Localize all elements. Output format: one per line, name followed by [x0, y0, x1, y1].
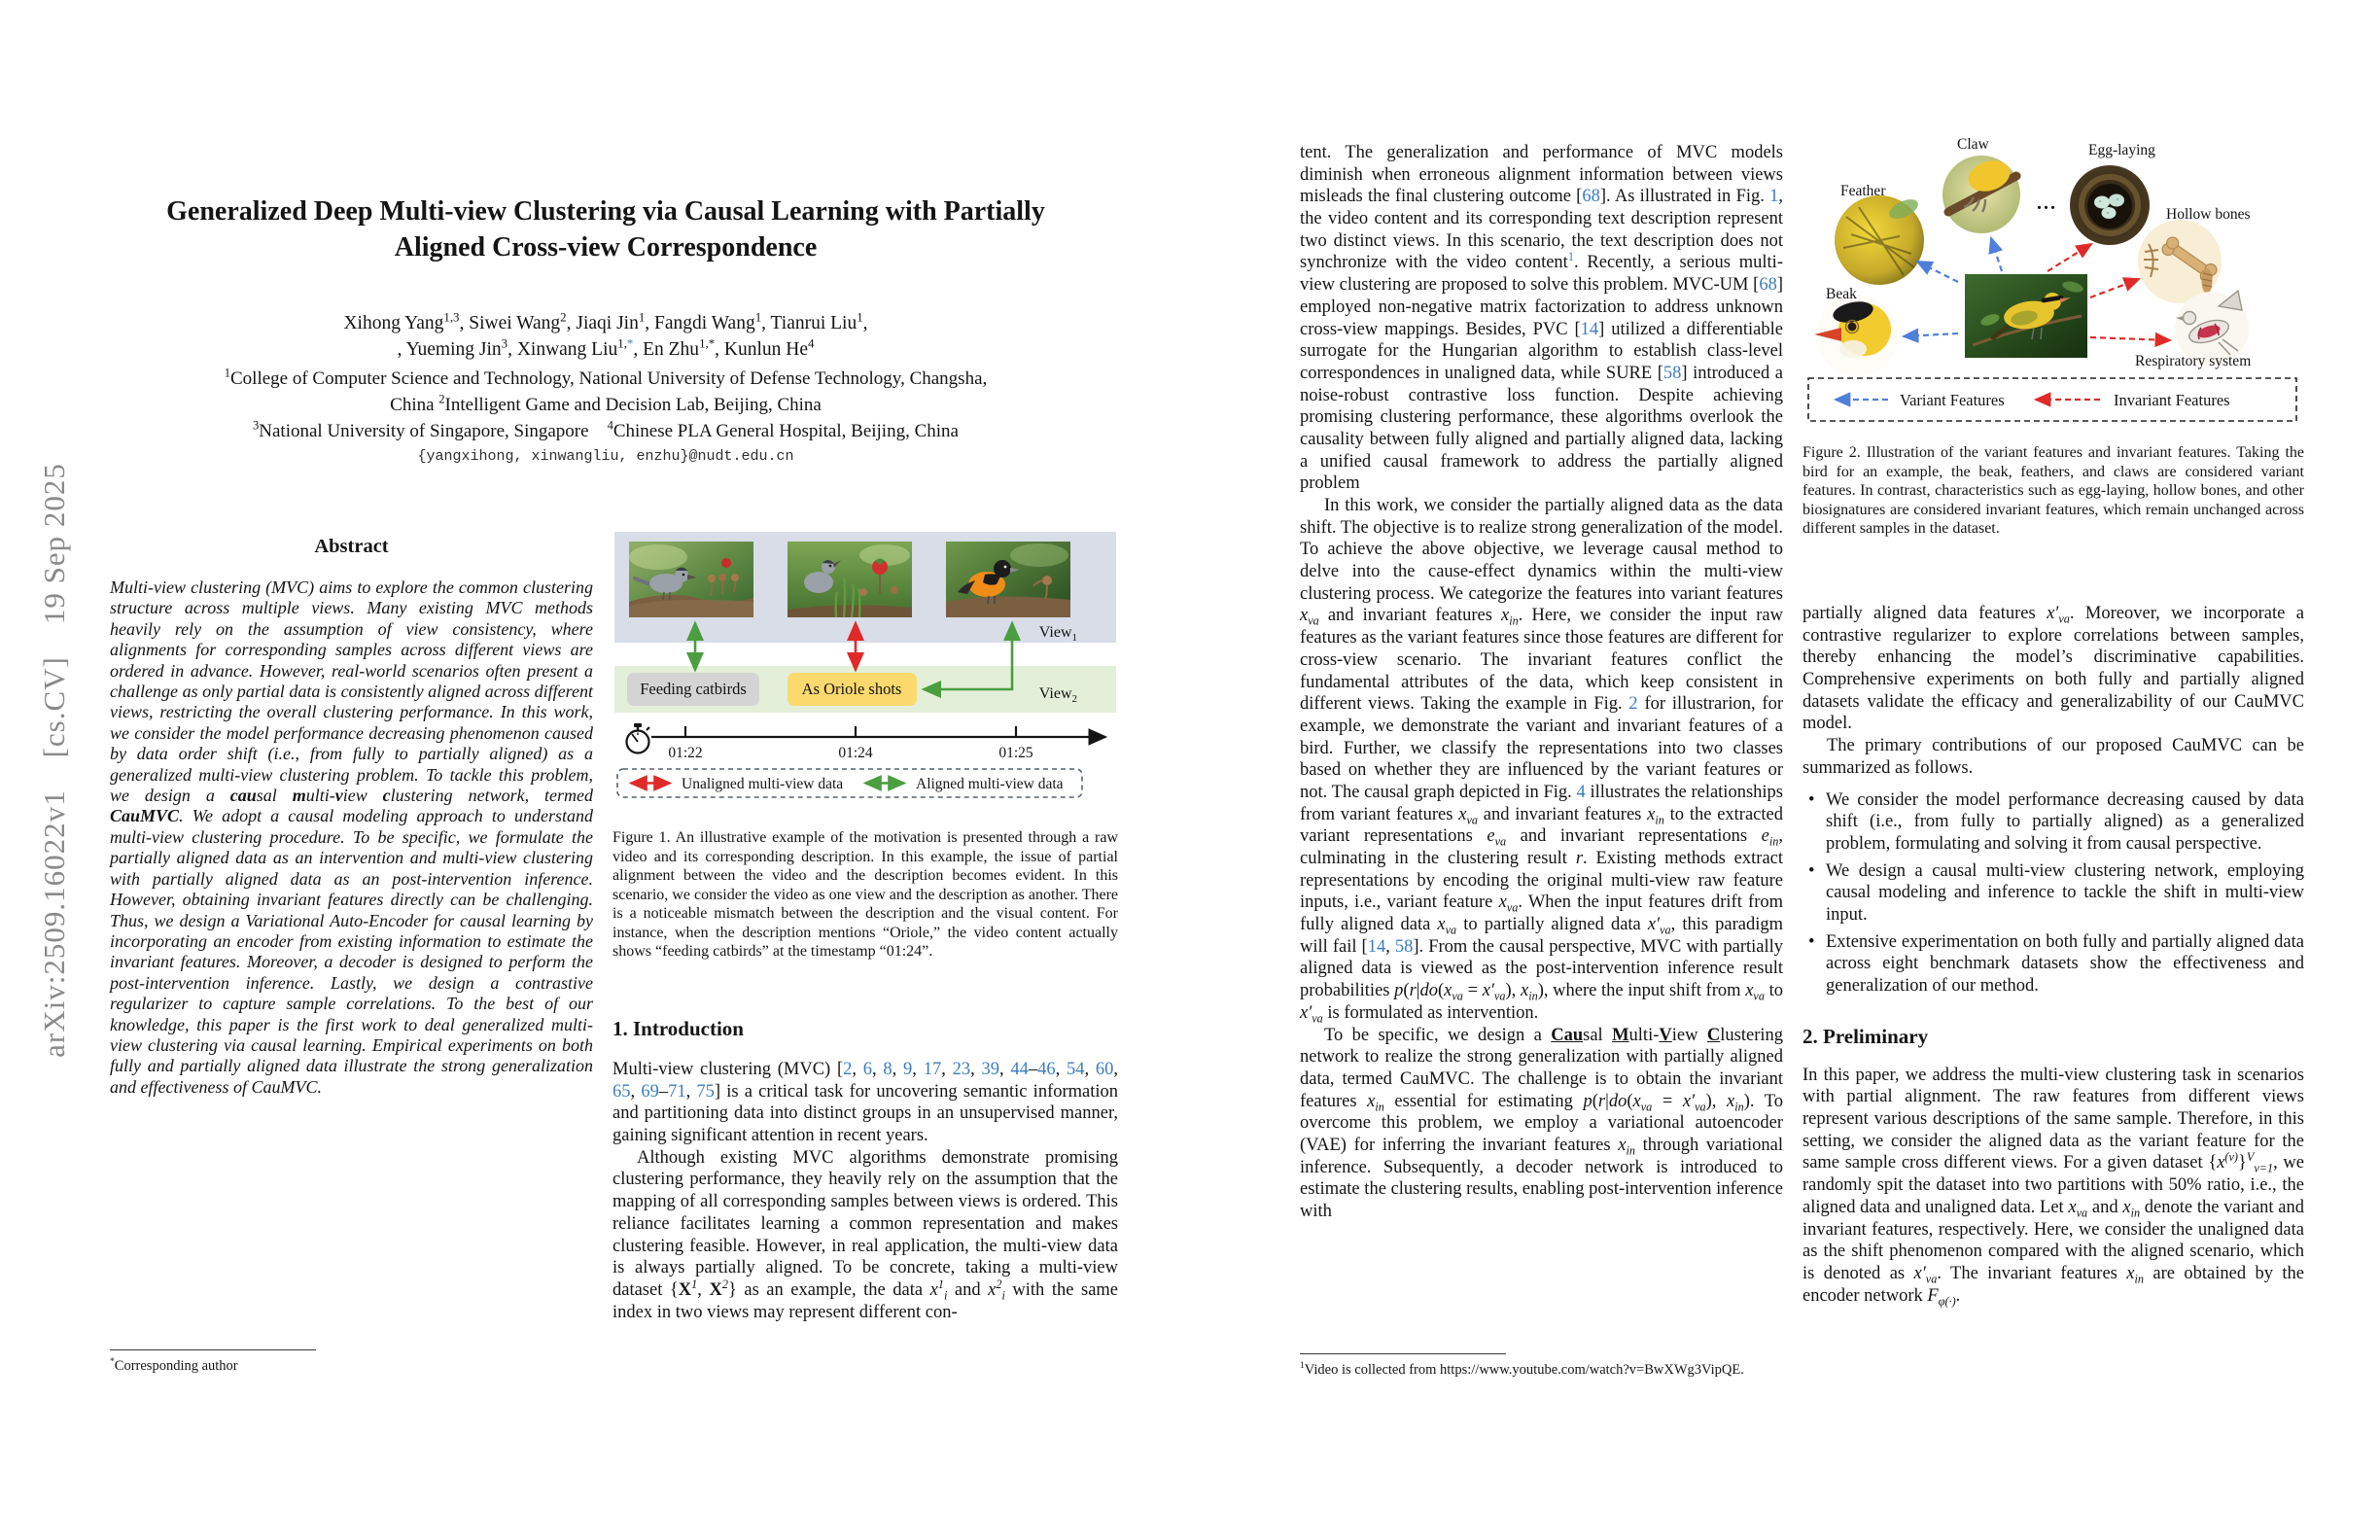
introduction-column [612, 1017, 1118, 1323]
fig2-label-beak: Beak [1826, 286, 1857, 302]
paragraph: In this paper, we address the multi-view clustering task in scenarios with partial alignment. The raw features from different views represent various descriptions of the same sample. Therefore, in this setting, we consider the aligned data as the variant feature for the same sample cross different views. For a given dataset $\{x^{(v)}\}^V_{v=1}$, we randomly spit the dataset into two partitions with 50% ratio, i.e., the aligned data and unaligned data. Let $x_{va}$ and $x_{in}$ denote the variant and invariant features, respectively. Here, we consider the unaligned data as the shift phenomenon compared with the aligned scenario, which is denoted as $x'_{va}$. The invariant features $x_{in}$ are obtained by the encoder network $F_{\varphi(\cdot)}$. [1802, 1065, 2305, 1309]
central-bird-image [1965, 274, 2087, 358]
paragraph: To be specific, we design a Causal Multi-View Clustering network to realize the strong generalization with partially aligned data, termed CauMVC. The challenge is to obtain the invariant features $x_{in}$ essential for estimating $p(r|do(x_{va} = x'_{va})$, $x_{in}$). To overcome this problem, we employ a variational autoencoder (VAE) for inferring the invariant features $x_{in}$ through variational inference. Subsequently, a decoder network is introduced to estimate the clustering results, enabling post-intervention inference with [1300, 1025, 1784, 1221]
invariant-arrow-hollow-bones [2090, 279, 2139, 298]
view1-label: View$_1$ [1038, 624, 1077, 644]
citation-link[interactable]: 1 [1567, 250, 1574, 264]
affiliation-line-1: $^1$College of Computer Science and Technology, National University of Defense Technology, Changsha, [224, 366, 988, 389]
egg-laying-image [2070, 165, 2150, 245]
paragraph: The primary contributions of our proposed CauMVC can be summarized as follows. [1802, 736, 2304, 778]
corresponding-author-footnote [110, 1349, 593, 1375]
abstract-heading: Abstract [314, 536, 389, 557]
affiliation-line-2: China $^2$Intelligent Game and Decision Lab, Beijing, China [390, 392, 822, 415]
paragraph: Although existing MVC algorithms demonstrate promising clustering performance, they heavily rely on the assumption that the mapping of all corresponding samples between views is ordered. This reliance facilitates learning a common representation and makes clustering feasible. However, in real application, the multi-view data is always partially aligned. To be concrete, taking a multi-view dataset {$X^1$, $X^2$} as an example, the data $x^1_i$ and $x^2_i$ with the same index in two views may represent different con- [612, 1147, 1119, 1322]
page2-left-column [1300, 142, 1783, 1223]
figure-1-caption: Figure 1. An illustrative example of the motivation is presented through a raw video and its corresponding description. In this example, the issue of partial alignment between the video and the description becomes evident. In this scenario, we consider the video as one view and the description as another. There is a noticeable mismatch between the description and the visual content. For instance, when the description mentions “Oriole,” the video content actually shows “feeding catbirds” at the timestamp “01:24”. [612, 829, 1118, 961]
video-frame-3 [946, 542, 1070, 617]
list-item: • We consider the model performance decreasing caused by data shift (i.e., from fully to partially aligned) as a generalized problem, formulating and solving it from causal perspective. [1826, 789, 2304, 856]
invariant-arrow-respiratory [2090, 337, 2170, 340]
paragraph: In this work, we consider the partially aligned data as the data shift. The objective is to realize strong generalization of the model. To achieve the above objective, we leverage causal method to delve into the cause-effect dynamics within the multi-view clustering process. We categorize the features into variant features $x_{va}$ and invariant features $x_{in}$. Here, we consider the input raw features as the variant features since those features are different for cross-view scenario. The invariant features conflict the fundamental attributes of the data, which keep consistent in different views. Taking the example in Fig. 2 for illustrarion, for example, we demonstrate the variant and invariant features of a bird. Further, we classify the representations into two classes based on whether they are influenced by the variant features or not. The causal graph depicted in Fig. 4 illustrates the relationships from variant features $x_{va}$ and invariant features $x_{in}$ to the extracted variant representations $e_{va}$ and invariant representations $e_{in}$, culminating in the clustering result r. Existing methods extract representations by encoding the original multi-view raw feature inputs, i.e., variant feature $x_{va}$. When the input features drift from fully aligned data $x_{va}$ to partially aligned data $x'_{va}$, this paradigm will fail [14, 58]. From the causal perspective, MVC with partially aligned data is viewed as the post-intervention inference result probabilities $p(r|do(x_{va} = x'_{va})$, $x_{in}$), where the input shift from $x_{va}$ to $x'_{va}$ is formulated as intervention. [1300, 496, 1784, 1026]
section-heading-introduction: 1. Introduction [612, 1017, 744, 1040]
claw-image [1942, 156, 2020, 233]
citation-link[interactable]: 9 [903, 1060, 913, 1079]
citation-link[interactable]: 2 [843, 1060, 853, 1079]
aligned-legend-label: Aligned multi-view data [916, 776, 1064, 792]
citation-link[interactable]: 58 [1394, 936, 1414, 957]
stopwatch-icon [627, 723, 650, 753]
invariant-arrow-egg [2048, 244, 2091, 271]
paper-title [88, 194, 1124, 266]
affiliation-line-3: $^3$National University of Singapore, Singapore $^4$Chinese PLA General Hospital, Beijing, China [253, 418, 959, 441]
variant-arrow-beak [1904, 333, 1958, 336]
section-heading-preliminary: 2. Preliminary [1802, 1024, 1929, 1048]
view2-label: View$_2$ [1038, 685, 1077, 705]
citation-link[interactable]: 23 [952, 1060, 971, 1079]
citation-link[interactable]: 6 [862, 1060, 873, 1079]
hollow-bones-image [2138, 220, 2222, 303]
fig2-label-respiratory-system: Respiratory system [2135, 353, 2252, 369]
arxiv-stamp: arXiv:2509.16022v1 [cs.CV] 19 Sep 2025 [37, 463, 71, 1058]
timestamp-2: 01:24 [838, 745, 873, 761]
unaligned-legend-label: Unaligned multi-view data [682, 776, 844, 792]
video-frame-2 [788, 542, 912, 617]
variant-arrow-feather [1917, 262, 1958, 282]
title-line-1: Generalized Deep Multi-view Clustering via Causal Learning with Partially [166, 196, 1045, 227]
abstract-body: Multi-view clustering (MVC) aims to explore the common clustering structure across multiple views. Many existing MVC methods heavily rely on the assumption of view consistency, where alignments for corresponding samples across different views are ordered in advance. However, real-world scenarios often present a challenge as only partial data is consistently aligned across different views, restricting the overall clustering performance. In this work, we consider the model performance decreasing phenomenon caused by data order shift (i.e., from fully to partially aligned) as a generalized multi-view clustering problem. To tackle this problem, we design a causal multi-view clustering network, termed CauMVC. We adopt a causal modeling approach to understand multi-view clustering procedure. To be specific, we formulate the partially aligned data as an intervention and multi-view clustering with partially aligned data as an post-intervention inference. However, obtaining invariant features directly can be challenging. Thus, we design a Variational Auto-Encoder for causal learning by incorporating an encoder from existing information to estimate the invariant features. Moreover, a decoder is designed to perform the post-intervention inference. Lastly, we design a contrastive regularizer to capture sample correlations. To the best of our knowledge, this paper is the first work to deal generalized multi-view clustering via causal learning. Empirical experiments on both fully and partially aligned data illustrate the strong generalization and effectiveness of CauMVC. [110, 578, 594, 1097]
paragraph: Multi-view clustering (MVC) [2, 6, 8, 9, 17, 23, 39, 44–46, 54, 60, 65, 69–71, 75] is a critical task for uncovering semantic information and partitioning data into distinct groups in an unsupervised manner, gaining significant attention in recent years. [612, 1060, 1119, 1146]
timestamp-3: 01:25 [998, 745, 1033, 761]
citation-link[interactable]: 71 [668, 1081, 686, 1102]
citation-link[interactable]: 44 [1010, 1060, 1029, 1079]
list-item: • We design a causal multi-view clustering network, employing causal modeling and inference to tackle the shift in multi-view input. [1826, 860, 2304, 927]
variant-legend-label: Variant Features [1900, 391, 2005, 409]
fig2-label-egg-laying: Egg-laying [2088, 142, 2155, 158]
citation-link[interactable]: 14 [1367, 936, 1386, 957]
citation-link[interactable]: 60 [1095, 1060, 1114, 1079]
invariant-legend-label: Invariant Features [2114, 391, 2230, 409]
citation-link[interactable]: 68 [1582, 187, 1600, 207]
citation-link[interactable]: 8 [883, 1060, 892, 1079]
footnote-text: *Corresponding author [110, 1356, 238, 1374]
page2-right-column [1802, 603, 2304, 1307]
list-item: • Extensive experimentation on both fully and partially aligned data across eight benchmark datasets show the effectiveness and generalization of our method. [1826, 931, 2304, 998]
variant-arrow-claw [1991, 238, 2002, 271]
timestamp-1: 01:22 [668, 745, 703, 761]
citation-link[interactable]: 68 [1759, 275, 1777, 296]
footnote-rule [110, 1349, 316, 1350]
citation-link[interactable]: 39 [981, 1060, 999, 1079]
citation-link[interactable]: * [626, 336, 634, 351]
fig2-label-claw: Claw [1957, 136, 1989, 153]
title-line-2: Aligned Cross-view Correspondence [394, 231, 818, 262]
footnote-text: $^1$Video is collected from https://www.youtube.com/watch?v=BwXWg3VipQE. [1300, 1360, 1744, 1378]
citation-link[interactable]: 65 [612, 1081, 631, 1102]
citation-link[interactable]: 75 [696, 1081, 715, 1102]
figure-2-caption: Figure 2. Illustration of the variant features and invariant features. Taking the bird for an example, the beak, feathers, and claws are considered variant features. In contrast, characteristics such as egg-laying, hollow bones, and other biosignatures are considered invariant features, which remain unchanged across different samples in the dataset. [1802, 444, 2304, 538]
beak-image [1814, 295, 1898, 376]
paragraph: partially aligned data features $x'_{va}$. Moreover, we incorporate a contrastive regularizer to explore correlations between samples, thereby enhancing the model’s discriminative capabilities. Comprehensive experiments on both fully and partially aligned datasets validate the efficacy and generalizability of our CauMVC model. [1802, 604, 2304, 734]
citation-link[interactable]: 2 [1628, 694, 1638, 715]
footnote-rule [1300, 1353, 1506, 1354]
video-frame-1 [629, 542, 753, 617]
fig2-label-feather: Feather [1840, 183, 1886, 199]
feather-image [1835, 195, 1924, 285]
paragraph: tent. The generalization and performance of MVC models diminish when erroneous alignment information between views misleads the final clustering outcome [68]. As illustrated in Fig. 1, the video content and its corresponding text description represent two distinct views. In this scenario, the text description does not synchronize with the video content$^1$. Recently, a serious multi-view clustering are proposed to solve this problem. MVC-UM [68] employed non-negative matrix factorization to address unknown cross-view mappings. Besides, PVC [14] utilized a differentiable surrogate for the Hungarian algorithm to establish class-level correspondences in unaligned data, while SURE [58] introduced a noise-robust contrastive loss function. Despite achieving promising clustering performance, these algorithms overlook the causality between fully aligned and partially aligned data, lacking a unified causal framework to address the partially aligned problem [1300, 143, 1784, 494]
citation-link[interactable]: 69 [641, 1081, 659, 1102]
citation-link[interactable]: 54 [1067, 1060, 1085, 1079]
fig2-label-hollow-bones: Hollow bones [2166, 206, 2251, 223]
author-line-2: , Yueming Jin$^3$, Xinwang Liu$^{1,*}$, En Zhu$^{1,*}$, Kunlun He$^4$ [397, 336, 815, 360]
abstract-column [110, 536, 593, 1098]
video-source-footnote [1300, 1353, 1796, 1379]
citation-link[interactable]: 14 [1580, 319, 1599, 339]
author-line-1: Xihong Yang$^{1,3}$, Siwei Wang$^2$, Jiaqi Jin$^1$, Fangdi Wang$^1$, Tianrui Liu$^1$, [343, 310, 868, 333]
feeding-catbirds-label: Feeding catbirds [640, 680, 747, 698]
contact-email: {yangxihong, xinwangliu, enzhu}@nudt.edu.cn [417, 448, 794, 465]
citation-link[interactable]: 1 [1769, 187, 1779, 207]
ellipsis-dots: ... [2037, 192, 2057, 214]
citation-link[interactable]: 4 [1576, 782, 1586, 802]
contribution-list [1802, 789, 2304, 998]
citation-link[interactable]: 17 [923, 1060, 942, 1079]
citation-link[interactable]: 58 [1662, 363, 1682, 383]
citation-link[interactable]: 46 [1037, 1060, 1056, 1079]
figure-2-image [1802, 120, 2304, 433]
oriole-shots-label: As Oriole shots [801, 680, 902, 698]
figure-1-image [614, 530, 1116, 818]
